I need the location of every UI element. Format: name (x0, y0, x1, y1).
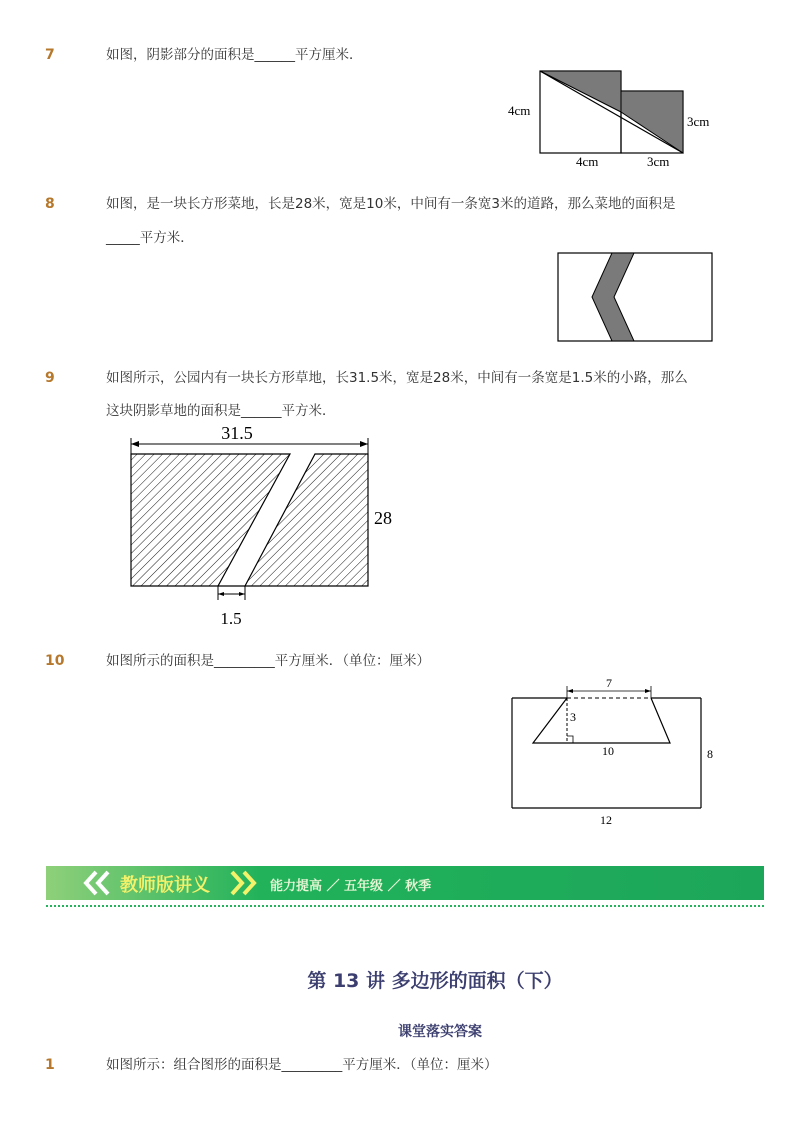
label-bottom-left: 4cm (576, 154, 599, 169)
question-text-line2: 这块阴影草地的面积是______平方米． (106, 403, 336, 419)
figure-field-road (557, 252, 715, 344)
label-left: 4cm (508, 103, 531, 118)
breadcrumb: 能力提高 ／ 五年级 ／ 秋季 (270, 879, 432, 894)
divider (46, 905, 764, 907)
figure-squares (500, 66, 730, 172)
label-top-base: 7 (606, 676, 612, 690)
label-rect-width: 12 (600, 813, 612, 827)
label-bottom-right: 3cm (647, 154, 670, 169)
question-number: 7 (45, 47, 55, 63)
lecture-title: 第 13 讲 多边形的面积（下） (307, 970, 563, 992)
label-right: 3cm (687, 114, 710, 129)
answer-text: 如图所示：组合图形的面积是_________平方厘米．（单位：厘米） (106, 1057, 498, 1073)
label-bottom-base: 10 (602, 744, 614, 758)
section-title: 课堂落实答案 (398, 1024, 482, 1040)
banner-title: 教师版讲义 (120, 875, 210, 896)
figure-composite (505, 674, 730, 834)
question-number: 10 (45, 653, 65, 669)
question-number: 9 (45, 370, 55, 386)
question-number: 8 (45, 196, 55, 212)
label-path-width: 1.5 (220, 609, 242, 628)
double-chevron-right-icon (226, 870, 258, 896)
question-text: 如图所示，公园内有一块长方形草地，长31.5米，宽是28米，中间有一条宽是1.5米的小路，那么 (106, 370, 688, 386)
question-text: 如图所示的面积是_________平方厘米．（单位：厘米） (106, 653, 430, 669)
question-text: 如图，阴影部分的面积是______平方厘米． (106, 47, 363, 63)
question-text: 如图，是一块长方形菜地，长是28米，宽是10米，中间有一条宽3米的道路，那么菜地的面积是 (106, 196, 676, 212)
answer-number: 1 (45, 1057, 55, 1073)
label-height: 3 (570, 710, 576, 724)
label-length: 31.5 (221, 423, 253, 443)
label-width: 28 (374, 508, 392, 528)
double-chevron-left-icon (82, 870, 114, 896)
figure-park-lawn (120, 420, 410, 635)
label-rect-height: 8 (707, 747, 713, 761)
question-text-line2: _____平方米． (106, 230, 194, 246)
section-banner (46, 866, 764, 900)
